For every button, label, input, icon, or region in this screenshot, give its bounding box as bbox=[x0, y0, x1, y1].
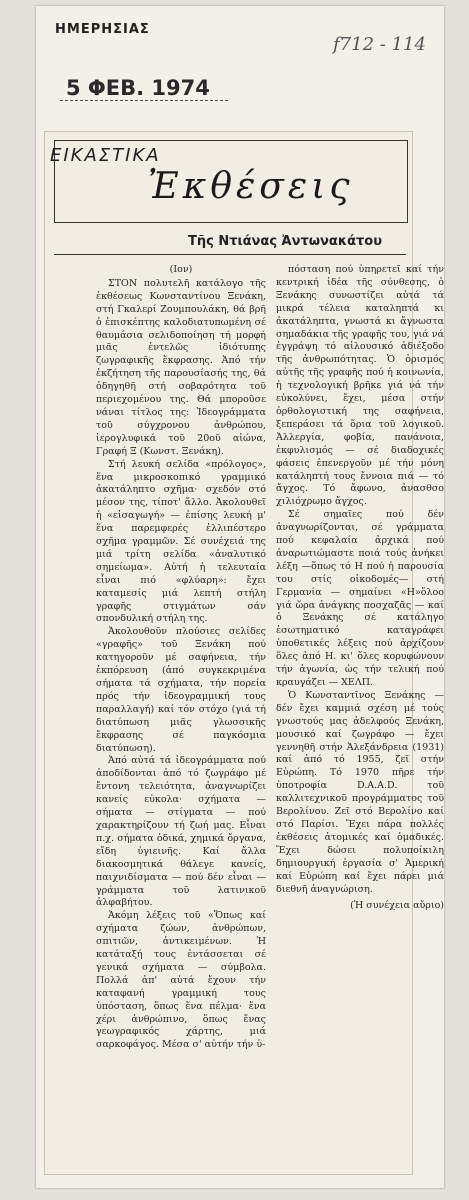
section-heading: ΕΙΚΑΣΤΙΚΑ bbox=[50, 145, 161, 166]
paragraph: Ἀκολουθοῦν πλούσιες σελίδες «γραφῆς» τοῦ Ξενάκη πού κατηγοροῦν μέ σαφήνεια, τήν ἐκπόρευση (ἀπό συγκεκριμένα σήματα τά σχήματα, τήν πορεία πρός τήν ἰδεογραμμική τους παραλλαγή) καί τόν στόχο (γιά τή διατύπωση μιᾶς γλωσσικῆς ἔκφρασης σέ παγκόσμια διατύπωση). bbox=[96, 626, 266, 754]
paragraph: Σέ σημαῖες πού δέν ἀναγνωρίζονται, σέ γράμματα πού κεφαλαία ἀρχικά πού ἀναρωτιώμαστε ποιά τούς ἀνήκει λέξη —ὅπως τό Η πού ἡ παρουσία του στίς οἰκοδομές— στή Γερμανία — σημαίνει «Η»ὅλοο γιά ὥρα ἀνάγκης ποσχαζᾶς — καί ὁ Ξενάκης σέ κατάληγο ἐσωτηματικό καταγράφει ὑποθετικές λέξεις πού ἀρχίζουν ὅλες ἀπό Η. κι' ὅλες κορυφώνουν τήν ἀγωνία, ὡς τήν τελική πού κραυγάζει — ΧΕΛΠ. bbox=[276, 509, 444, 688]
date-underline bbox=[60, 100, 228, 101]
byline-rule bbox=[54, 254, 406, 255]
article-column-1 bbox=[96, 264, 266, 1052]
paragraph: Στή λευκή σελίδα «πρόλογος», ἕνα μικροσκοπικό γραμμικό ἀκατάληπτο σχῆμα· σχεδόν στό μέσον της, τίποτ' ἄλλο. Ἀκολουθεῖ ἡ «εἰσαγωγή» — ἐπίσης λευκή μ' ἕνα παρεμφερές ἐλλιπέστερο σχῆμα γραμμῶν. Σέ συνέχειά της μιά τρίτη σελίδα «ἀναλυτικό σημείωμα». Αὐτή ἡ τελευταία εἶναι πιό «φλύαρη»: ἔχει καταμεσίς μιά λεπτή στήλη γραφῆς στιγμάτων σάν σπονδυλική στήλη της. bbox=[96, 458, 266, 625]
archive-reference: f712 - 114 bbox=[333, 34, 426, 55]
part-number: (Ιον) bbox=[169, 264, 193, 275]
publication-date: 5 ΦΕΒ. 1974 bbox=[66, 76, 210, 100]
article-title: Ἐκθέσεις bbox=[148, 166, 354, 207]
paragraph: πόσταση πού ὑπηρετεῖ καί τήν κεντρική ἰδέα τῆς σύνθεσης, ὁ Ξενάκης συνωστίζει αὐτά τά μικρά τέλεια καταληπτά κι ἀκατάληπτα, γνωστά κι ἄγνωστα σημαδάκια τῆς γραφῆς του, γιά νά ἐγγράψη τό αἰλουσικό ἀδιέξοδο τῆς ἀνθρωπότητας. Ὁ ὁρισμός αὐτῆς τῆς γραφῆς πού ἡ κοινωνία, ἡ τεχνολογική βρῆκε γιά νά τήν εὐκολύνει, ἔχει, μέσα στήν ὀρθολογιστική της σαφήνεια, ξεπεράσει τά ὅρια τοῦ λογικοῦ. Ἀλλεργία, φοβία, πανάνοια, ἐκφυλισμός — σέ διαδοχικές φάσεις ἐπενεργοῦν μέ τήν μόνη κατάληπτή τους ἔννοια πιά — τό ἄγχος. Τό ἄφωνο, ἀνασθσο χιλιόχρωμο ἄγχος. bbox=[276, 264, 444, 508]
article-byline: Τῆς Ντιάνας Ἀντωνακάτου bbox=[188, 234, 383, 249]
paragraph: ΣΤΟΝ πολυτελῆ κατάλογο τῆς ἐκθέσεως Κωνσταντίνου Ξενάκη, στή Γκαλερί Ζουμπουλάκη, θά βρῆ ὁ ἐπισκέπτης καλοδιατυπωμένη σέ θαυμάσια σελιδοποίηση τή μορφή μιᾶς ἐντελῶς ἰδιότυπης ζωγραφικῆς ἔκφρασης. Ἀπό τήν ἐκζήτηση τῆς παρουσίασής της, θά ὁδηγηθῆ στή σοβαρότητα τοῦ περιεχομένου της. Θά μποροῦσε νάναι τίτλος της: Ἰδεογράμματα τοῦ σύγχρονου ἀνθρώπου, ἱερογλυφικά τοῦ 20οῦ αἰώνα, Γραφή Ξ (Κωνστ. Ξενάκη). bbox=[96, 277, 266, 457]
newspaper-name: ΗΜΕΡΗΣΙΑΣ bbox=[55, 22, 150, 37]
paragraph: Ὁ Κωνσταντῖνος Ξενάκης — δέν ἔχει καμμιά σχέση μέ τούς γνωστούς μας ἀδελφούς Ξενάκη, μουσικό καί ζωγράφο — ἔχει γεννηθῆ στήν Ἀλεξάνδρεια (1931) καί ἀπό τό 1955, ζεῖ στήν Εὐρώπη. Τό 1970 πῆρε τήν ὑποτροφία D.A.A.D. τοῦ καλλιτεχνικοῦ προγράμματος τοῦ Βερολίνου. Ζεῖ στό Βερολίνο καί στό Παρίσι. Ἔχει πάρα πολλές ἐκθέσεις ἀτομικές καί ὁμαδικές. Ἔχει δώσει πολυποίκιλη δημιουργική ἐργασία σ' Ἀμερική καί Εὐρώπη καί ἔχει πάρει μιά διεθνῆ ἀναγνώριση. bbox=[276, 689, 444, 895]
paragraph: Ἀπό αὐτά τά ἰδεογράμματα πού ἀποδίδονται ἀπό τό ζωγράφο μέ ἔντονη τελειότητα, ἀναγνωρίζει κανείς εὐκολα· σχήματα — σήματα — στίγματα — πού χαρακτηρίζουν τή ζωή μας. Εἶναι π.χ. σήματα ὁδικά, χημικά ὄργανα, εἴδη ὑγιεινῆς. Καί ἄλλα διακοσμητικά θάλεγε κανείς, παιχνιδίσματα — πού δέν εἶναι — γράμματα τοῦ λατινικοῦ ἀλφαβήτου. bbox=[96, 755, 266, 909]
article-column-2 bbox=[276, 264, 444, 913]
paragraph: Ἀκόμη λέξεις τοῦ «Ὅπως καί σχήματα ζώων, ἀνθρώπων, σπιτιῶν, ἀντικειμένων. Ἡ κατάταξή τους ἐντάσσεται σέ γενικά σχήματα — σύμβολα. Πολλά ἀπ' αὐτά ἔχουν τήν καταφανή γραμμική τους ὑπόσταση, ὅπως ἕνα πέλμα· ἕνα χέρι ἀνθρώπινο, ὅπως ἕνας γεωγραφικός χάρτης, μιά σαρκοφάγος. Μέσα σ' αὐτήν τήν ὑ- bbox=[96, 910, 266, 1051]
continued-note: (Ἡ συνέχεια αὔριο) bbox=[350, 900, 444, 912]
